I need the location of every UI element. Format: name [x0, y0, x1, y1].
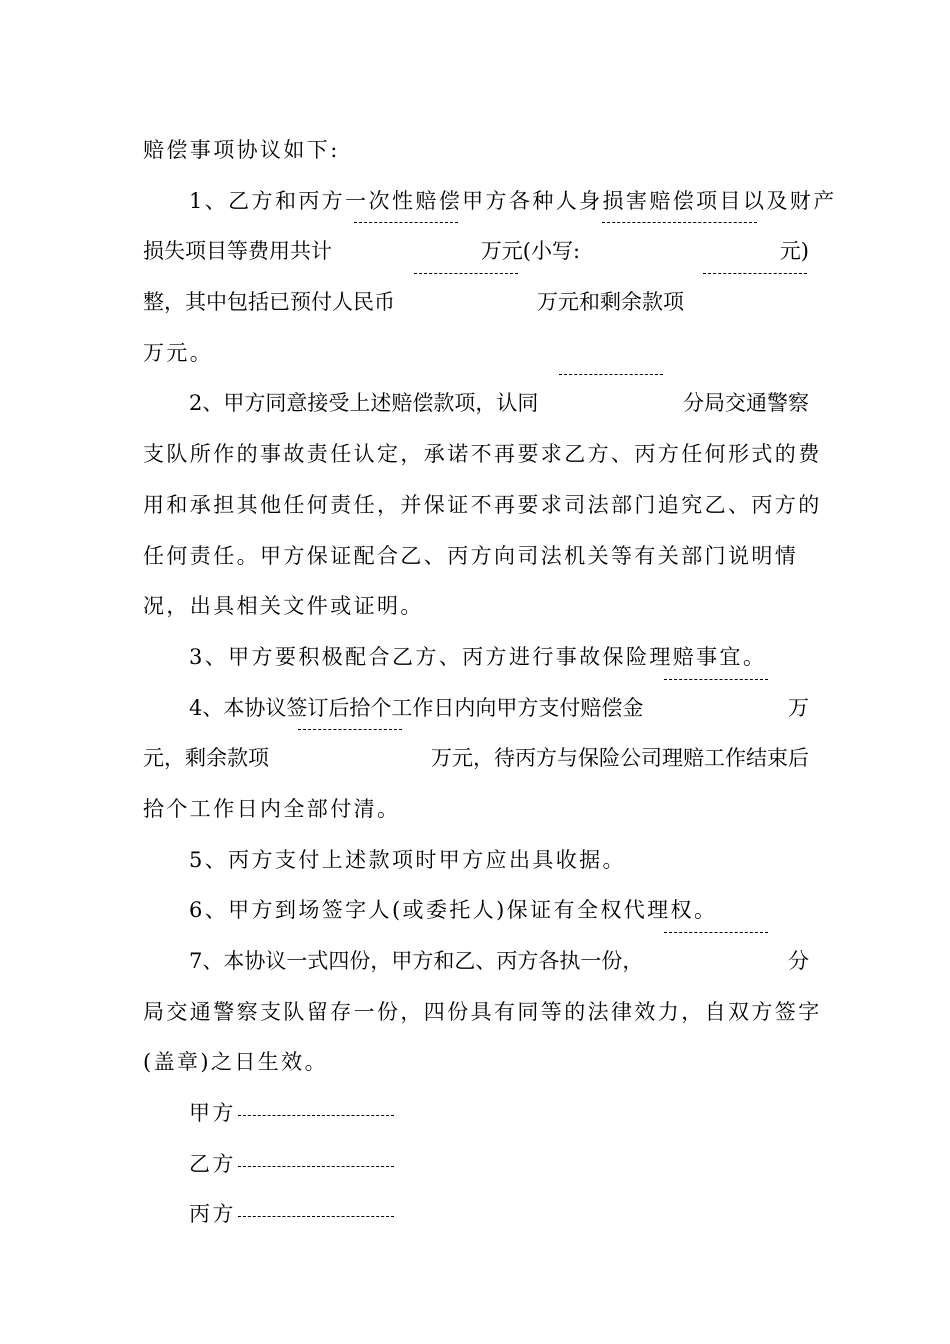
item-1-line-1: 1、乙方和丙方一次性赔偿甲方各种人身损害赔偿项目以及财产 [189, 188, 837, 213]
item-2-line-5: 况，出具相关文件或证明。 [143, 594, 424, 619]
signature-party-a [143, 1088, 809, 1139]
item-7-line-3: (盖章)之日生效。 [143, 1050, 328, 1075]
item-4-remaining-blank[interactable] [298, 729, 402, 730]
item-4-wan-text: 万 [787, 695, 809, 720]
item-1-line-2 [143, 226, 809, 277]
item-1-lowercase-label: 万元(小写: [480, 239, 581, 264]
item-4-remaining-text: 元，剩余款项 [143, 746, 269, 771]
signature-party-c [143, 1189, 809, 1240]
item-1-line-4: 万元。 [143, 340, 214, 365]
item-4-line-2 [143, 733, 809, 784]
intro-line: 赔偿事项协议如下: [143, 138, 340, 162]
item-2-line-1 [143, 378, 809, 429]
party-b-signature-blank[interactable] [238, 1166, 394, 1167]
item-2-line-4: 任何责任。甲方保证配合乙、丙方向司法机关等有关部门说明情 [143, 543, 799, 568]
item-4-payment-text: 4、本协议签订后拾个工作日内向甲方支付赔偿金 [189, 695, 644, 720]
item-4-line-3: 拾个工作日内全部付清。 [143, 796, 401, 821]
agreement-document [143, 125, 837, 1240]
item-7-line-1 [143, 936, 809, 987]
item-7-line-2: 局交通警察支队留存一份，四份具有同等的法律效力，自双方签字 [143, 999, 822, 1024]
party-a-label: 甲方 [189, 1101, 236, 1126]
item-2-line-2: 支队所作的事故责任认定，承诺不再要求乙方、丙方任何形式的费 [143, 442, 822, 467]
item-7-copies-text: 7、本协议一式四份，甲方和乙、丙方各执一份， [189, 949, 644, 973]
item-5-line: 5、丙方支付上述款项时甲方应出具收据。 [189, 847, 626, 872]
total-amount-blank[interactable] [354, 222, 458, 223]
item-4-settlement-text: 万元，待丙方与保险公司理赔工作结束后 [431, 746, 809, 771]
item-2-line-3: 用和承担其他任何责任，并保证不再要求司法部门追究乙、丙方的 [143, 492, 822, 517]
sub-bureau-blank-1[interactable] [559, 374, 663, 375]
signature-party-b [143, 1139, 809, 1190]
item-1-yuan-label: 元) [779, 239, 809, 264]
item-1-total-label: 损失项目等费用共计 [143, 239, 332, 264]
item-1-prepaid-label: 整，其中包括已预付人民币 [143, 290, 395, 315]
item-1-line-3 [143, 277, 809, 328]
item-2-police-text: 分局交通警察 [682, 391, 809, 416]
party-a-signature-blank[interactable] [238, 1115, 394, 1116]
prepaid-amount-blank[interactable] [414, 273, 518, 274]
compensation-amount-blank[interactable] [664, 679, 768, 680]
sub-bureau-blank-2[interactable] [664, 932, 768, 933]
item-2-accept-text: 2、甲方同意接受上述赔偿款项，认同 [189, 391, 539, 416]
item-3-line: 3、甲方要积极配合乙方、丙方进行事故保险理赔事宜。 [189, 644, 767, 669]
party-c-label: 丙方 [189, 1202, 236, 1227]
party-c-signature-blank[interactable] [238, 1216, 394, 1217]
party-b-label: 乙方 [189, 1151, 236, 1176]
item-6-line: 6、甲方到场签字人(或委托人)保证有全权代理权。 [189, 898, 718, 923]
item-7-fen-text: 分 [787, 949, 809, 973]
item-1-remaining-label: 万元和剩余款项 [537, 290, 684, 315]
remaining-amount-blank[interactable] [703, 273, 807, 274]
item-4-line-1 [143, 683, 809, 734]
lowercase-amount-blank[interactable] [602, 222, 757, 223]
